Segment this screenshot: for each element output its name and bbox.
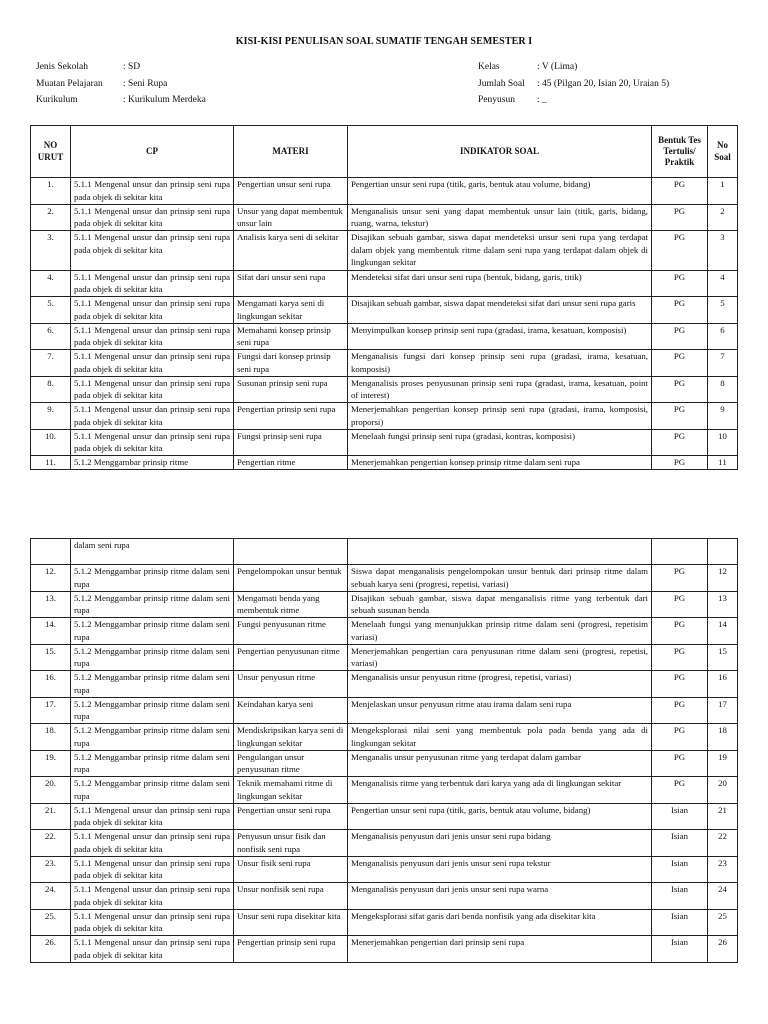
cell-indikator: Menjelaskan unsur penyusun ritme atau irama dalam seni rupa: [348, 697, 652, 724]
cell-no: 25.: [31, 909, 71, 936]
cell-indikator: Menganalisis penyusun dari jenis unsur seni rupa bidang: [348, 830, 652, 857]
cell-materi: Pengertian prinsip seni rupa: [234, 403, 348, 430]
cell-bentuk: Isian: [652, 909, 708, 936]
cell-no: 16.: [31, 671, 71, 698]
meta-curriculum: [36, 92, 206, 109]
table-row: [31, 750, 738, 777]
cell-no: 21.: [31, 803, 71, 830]
cell-indikator: Disajikan sebuah gambar, siswa dapat mendeteksi sifat dari unsur seni rupa garis: [348, 297, 652, 324]
cell-soal: 8: [708, 376, 738, 403]
header-materi: MATERI: [234, 126, 348, 178]
header-bentuk: Bentuk Tes Tertulis/ Praktik: [652, 126, 708, 178]
cell-bentuk: PG: [652, 429, 708, 456]
cell-no: 2.: [31, 204, 71, 231]
cell-materi: Pengulangan unsur penyusunan ritme: [234, 750, 348, 777]
table-row: [31, 323, 738, 350]
cell-soal: 9: [708, 403, 738, 430]
cell-cp: 5.1.1 Mengenal unsur dan prinsip seni rupa pada objek di sekitar kita: [71, 830, 234, 857]
cell-cp: 5.1.1 Mengenal unsur dan prinsip seni rupa pada objek di sekitar kita: [71, 178, 234, 205]
cell-bentuk: PG: [652, 456, 708, 470]
cell-bentuk: PG: [652, 178, 708, 205]
meta-label: Muatan Pelajaran: [36, 78, 103, 89]
cell-no: 22.: [31, 830, 71, 857]
cell-bentuk: PG: [652, 591, 708, 618]
cell-indikator: Disajikan sebuah gambar, siswa dapat menganalisis ritme yang terbentuk dari sebuah susunan benda: [348, 591, 652, 618]
cell-materi: Teknik memahami ritme di lingkungan sekitar: [234, 777, 348, 804]
cell-soal: 26: [708, 936, 738, 963]
cell-materi: Pengertian unsur seni rupa: [234, 803, 348, 830]
cell-cp: 5.1.1 Mengenal unsur dan prinsip seni rupa pada objek di sekitar kita: [71, 856, 234, 883]
cell-cp: 5.1.1 Mengenal unsur dan prinsip seni rupa pada objek di sekitar kita: [71, 883, 234, 910]
cell-bentuk: PG: [652, 618, 708, 645]
table-row: [31, 591, 738, 618]
cell-materi: Pengertian penyusunan ritme: [234, 644, 348, 671]
meta-question-count: [478, 76, 669, 93]
cell-materi: Pengelompokan unsur bentuk: [234, 565, 348, 592]
cell-no: 26.: [31, 936, 71, 963]
cell-bentuk: PG: [652, 231, 708, 271]
cell-soal: 16: [708, 671, 738, 698]
cell-materi: Sifat dari unsur seni rupa: [234, 270, 348, 297]
table-body-page-1: [31, 178, 738, 470]
cell-materi: Fungsi dari konsep prinsip seni rupa: [234, 350, 348, 377]
cell-indikator: Menganalisis ritme yang terbentuk dari karya yang ada di lingkungan sekitar: [348, 777, 652, 804]
cell-materi: Mendiskripsikan karya seni di lingkungan sekitar: [234, 724, 348, 751]
cell-materi: Pengertian prinsip seni rupa: [234, 936, 348, 963]
cell-materi: Memahami konsep prinsip seni rupa: [234, 323, 348, 350]
cell-soal: 25: [708, 909, 738, 936]
meta-label: Penyusun: [478, 95, 515, 105]
cell-cp: 5.1.1 Mengenal unsur dan prinsip seni rupa pada objek di sekitar kita: [71, 909, 234, 936]
cell-materi: Pengertian unsur seni rupa: [234, 178, 348, 205]
table-row: [31, 618, 738, 645]
header-no: NO URUT: [31, 126, 71, 178]
cell-cp: 5.1.1 Mengenal unsur dan prinsip seni rupa pada objek di sekitar kita: [71, 270, 234, 297]
meta-class: [478, 59, 669, 76]
table-row: [31, 671, 738, 698]
cell-no: 24.: [31, 883, 71, 910]
cell-bentuk: Isian: [652, 936, 708, 963]
cell-bentuk: PG: [652, 350, 708, 377]
cell-indikator: Menelaah fungsi prinsip seni rupa (gradasi, kontras, komposisi): [348, 429, 652, 456]
cell-materi: Unsur nonfisik seni rupa: [234, 883, 348, 910]
cell-no: 7.: [31, 350, 71, 377]
cell-indikator: Menerjemahkan pengertian dari prinsip seni rupa: [348, 936, 652, 963]
meta-left-block: [36, 59, 206, 109]
cell-indikator: Pengertian unsur seni rupa (titik, garis, bentuk atau volume, bidang): [348, 178, 652, 205]
cell-soal: 23: [708, 856, 738, 883]
cell-soal: 21: [708, 803, 738, 830]
cell-materi: Mengamati karya seni di lingkungan sekitar: [234, 297, 348, 324]
cell-bentuk: PG: [652, 697, 708, 724]
cell-cp: 5.1.2 Menggambar prinsip ritme dalam seni rupa: [71, 724, 234, 751]
cell-cp: 5.1.1 Mengenal unsur dan prinsip seni rupa pada objek di sekitar kita: [71, 936, 234, 963]
cell-soal: 19: [708, 750, 738, 777]
cell-cp: dalam seni rupa: [71, 539, 234, 565]
cell-no: 5.: [31, 297, 71, 324]
cell-indikator: Menganalisis unsur seni yang dapat membentuk unsur lain (titik, garis, bidang, ruang, warna, tekstur): [348, 204, 652, 231]
cell-soal: 1: [708, 178, 738, 205]
cell-bentuk: PG: [652, 671, 708, 698]
cell-no: 12.: [31, 565, 71, 592]
cell-no: 1.: [31, 178, 71, 205]
cell-soal: 5: [708, 297, 738, 324]
cell-bentuk: PG: [652, 724, 708, 751]
cell-bentuk: PG: [652, 376, 708, 403]
meta-value: : 45 (Pilgan 20, Isian 20, Uraian 5): [537, 78, 670, 89]
cell-soal: 13: [708, 591, 738, 618]
cell-cp: 5.1.2 Menggambar prinsip ritme dalam seni rupa: [71, 618, 234, 645]
cell-materi: Fungsi penyusunan ritme: [234, 618, 348, 645]
table-row: [31, 777, 738, 804]
continuation-row: [31, 539, 738, 565]
cell-cp: 5.1.2 Menggambar prinsip ritme dalam seni rupa: [71, 644, 234, 671]
cell-materi: Pengertian ritme: [234, 456, 348, 470]
cell-cp: 5.1.1 Mengenal unsur dan prinsip seni rupa pada objek di sekitar kita: [71, 429, 234, 456]
header-cp: CP: [71, 126, 234, 178]
cell-bentuk: Isian: [652, 830, 708, 857]
cell-bentuk: [652, 539, 708, 565]
table-row: [31, 936, 738, 963]
cell-no: 4.: [31, 270, 71, 297]
cell-no: 20.: [31, 777, 71, 804]
meta-value: : SD: [123, 62, 141, 72]
cell-soal: 2: [708, 204, 738, 231]
cell-no: 3.: [31, 231, 71, 271]
grid-table-page-1: [30, 125, 738, 470]
cell-cp: 5.1.1 Mengenal unsur dan prinsip seni rupa pada objek di sekitar kita: [71, 376, 234, 403]
header-no-soal: No Soal: [708, 126, 738, 178]
table-header-row: [31, 126, 738, 178]
table-row: [31, 724, 738, 751]
cell-no: 6.: [31, 323, 71, 350]
table-row: [31, 644, 738, 671]
cell-no: 11.: [31, 456, 71, 470]
cell-indikator: Menganalisis proses penyusunan prinsip seni rupa (gradasi, irama, kesatuan, point of interest): [348, 376, 652, 403]
table-row: [31, 270, 738, 297]
table-row: [31, 856, 738, 883]
cell-indikator: Menerjemahkan pengertian konsep prinsip seni rupa (gradasi, irama, komposisi, proporsi): [348, 403, 652, 430]
cell-bentuk: PG: [652, 323, 708, 350]
cell-materi: Mengamati benda yang membentuk ritme: [234, 591, 348, 618]
cell-cp: 5.1.2 Menggambar prinsip ritme: [71, 456, 234, 470]
cell-indikator: Menganalisis penyusun dari jenis unsur seni rupa warna: [348, 883, 652, 910]
cell-indikator: Menerjemahkan pengertian konsep prinsip ritme dalam seni rupa: [348, 456, 652, 470]
cell-no: 9.: [31, 403, 71, 430]
table-row: [31, 803, 738, 830]
cell-indikator: Siswa dapat menganalisis pengelompokan unsur bentuk dari prinsip ritme dalam sebuah karya seni (progresi, repetisi, variasi): [348, 565, 652, 592]
cell-indikator: Menganalisis penyusun dari jenis unsur seni rupa tekstur: [348, 856, 652, 883]
cell-bentuk: PG: [652, 204, 708, 231]
cell-no: 23.: [31, 856, 71, 883]
cell-soal: 4: [708, 270, 738, 297]
table-row: [31, 376, 738, 403]
cell-cp: 5.1.2 Menggambar prinsip ritme dalam seni rupa: [71, 591, 234, 618]
table-row: [31, 697, 738, 724]
cell-soal: 15: [708, 644, 738, 671]
meta-subject: [36, 76, 206, 93]
cell-no: 19.: [31, 750, 71, 777]
cell-soal: 3: [708, 231, 738, 271]
cell-cp: 5.1.1 Mengenal unsur dan prinsip seni rupa pada objek di sekitar kita: [71, 403, 234, 430]
cell-cp: 5.1.2 Menggambar prinsip ritme dalam seni rupa: [71, 777, 234, 804]
table-body-page-2: [31, 539, 738, 963]
cell-cp: 5.1.1 Mengenal unsur dan prinsip seni rupa pada objek di sekitar kita: [71, 297, 234, 324]
meta-value: : Kurikulum Merdeka: [123, 95, 206, 105]
cell-cp: 5.1.1 Mengenal unsur dan prinsip seni rupa pada objek di sekitar kita: [71, 204, 234, 231]
cell-indikator: Menelaah fungsi yang menunjukkan prinsip ritme dalam seni (progresi, repetisim variasi): [348, 618, 652, 645]
cell-no: 13.: [31, 591, 71, 618]
cell-cp: 5.1.1 Mengenal unsur dan prinsip seni rupa pada objek di sekitar kita: [71, 231, 234, 271]
cell-cp: 5.1.2 Menggambar prinsip ritme dalam seni rupa: [71, 565, 234, 592]
cell-soal: 22: [708, 830, 738, 857]
cell-soal: 12: [708, 565, 738, 592]
meta-right-block: [478, 59, 669, 109]
table-row: [31, 565, 738, 592]
cell-soal: 6: [708, 323, 738, 350]
cell-bentuk: Isian: [652, 856, 708, 883]
cell-indikator: Menganalisis fungsi dari konsep prinsip seni rupa (gradasi, irama, kesatuan, komposisi): [348, 350, 652, 377]
cell-bentuk: PG: [652, 777, 708, 804]
cell-bentuk: PG: [652, 403, 708, 430]
table-row: [31, 883, 738, 910]
cell-cp: 5.1.1 Mengenal unsur dan prinsip seni rupa pada objek di sekitar kita: [71, 350, 234, 377]
cell-materi: Keindahan karya seni: [234, 697, 348, 724]
cell-soal: [708, 539, 738, 565]
cell-materi: Penyusun unsur fisik dan nonfisik seni rupa: [234, 830, 348, 857]
meta-author: [478, 92, 669, 109]
meta-label: Kurikulum: [36, 95, 78, 105]
cell-indikator: Mengeksplorasi nilai seni yang membentuk pola pada benda yang ada di lingkungan sekitar: [348, 724, 652, 751]
cell-bentuk: PG: [652, 750, 708, 777]
cell-bentuk: PG: [652, 297, 708, 324]
table-row: [31, 231, 738, 271]
meta-value: : V (Lima): [537, 62, 578, 72]
cell-no: 14.: [31, 618, 71, 645]
cell-materi: Unsur fisik seni rupa: [234, 856, 348, 883]
cell-soal: 7: [708, 350, 738, 377]
table-row: [31, 297, 738, 324]
cell-soal: 20: [708, 777, 738, 804]
cell-materi: Unsur seni rupa disekitar kita: [234, 909, 348, 936]
cell-soal: 10: [708, 429, 738, 456]
document-title: KISI-KISI PENULISAN SOAL SUMATIF TENGAH SEMESTER I: [235, 36, 533, 47]
cell-materi: Fungsi prinsip seni rupa: [234, 429, 348, 456]
cell-indikator: Disajikan sebuah gambar, siswa dapat mendeteksi unsur seni rupa yang terdapat dalam objek yang membentuk ritme dalam seni rupa yang terdapat dalam objek di lingkungan sekitar: [348, 231, 652, 271]
cell-indikator: Mengeksplorasi sifat garis dari benda nonfisik yang ada disekitar kita: [348, 909, 652, 936]
cell-bentuk: PG: [652, 565, 708, 592]
table-row: [31, 178, 738, 205]
meta-value: : _: [537, 95, 547, 105]
meta-school-type: [36, 59, 206, 76]
meta-label: Jumlah Soal: [478, 78, 525, 89]
table-row: [31, 204, 738, 231]
table-row: [31, 403, 738, 430]
cell-materi: Analisis karya seni di sekitar: [234, 231, 348, 271]
cell-cp: 5.1.2 Menggambar prinsip ritme dalam seni rupa: [71, 697, 234, 724]
cell-cp: 5.1.2 Menggambar prinsip ritme dalam seni rupa: [71, 671, 234, 698]
meta-label: Jenis Sekolah: [36, 62, 88, 72]
meta-value: : Seni Rupa: [123, 78, 168, 89]
cell-no: 10.: [31, 429, 71, 456]
cell-soal: 24: [708, 883, 738, 910]
table-row: [31, 350, 738, 377]
table-row: [31, 456, 738, 470]
cell-indikator: Menganalis unsur penyusunan ritme yang terdapat dalam gambar: [348, 750, 652, 777]
cell-no: 15.: [31, 644, 71, 671]
cell-no: [31, 539, 71, 565]
header-indikator: INDIKATOR SOAL: [348, 126, 652, 178]
cell-soal: 14: [708, 618, 738, 645]
cell-indikator: Menganalisis unsur penyusun ritme (progresi, repetisi, variasi): [348, 671, 652, 698]
cell-bentuk: PG: [652, 644, 708, 671]
cell-cp: 5.1.2 Menggambar prinsip ritme dalam seni rupa: [71, 750, 234, 777]
cell-indikator: Menerjemahkan pengertian cara penyusunan ritme dalam seni (progresi, repetisi, variasi): [348, 644, 652, 671]
table-row: [31, 909, 738, 936]
meta-label: Kelas: [478, 62, 500, 72]
cell-materi: Unsur yang dapat membentuk unsur lain: [234, 204, 348, 231]
cell-indikator: Pengertian unsur seni rupa (titik, garis, bentuk atau volume, bidang): [348, 803, 652, 830]
cell-no: 8.: [31, 376, 71, 403]
cell-bentuk: Isian: [652, 803, 708, 830]
cell-soal: 11: [708, 456, 738, 470]
grid-table-page-2: [30, 538, 738, 963]
table-row: [31, 429, 738, 456]
cell-indikator: Mendeteksi sifat dari unsur seni rupa (bentuk, bidang, garis, titik): [348, 270, 652, 297]
cell-indikator: [348, 539, 652, 565]
cell-indikator: Menyimpulkan konsep prinsip seni rupa (gradasi, irama, kesatuan, komposisi): [348, 323, 652, 350]
cell-soal: 17: [708, 697, 738, 724]
cell-bentuk: Isian: [652, 883, 708, 910]
cell-no: 17.: [31, 697, 71, 724]
cell-soal: 18: [708, 724, 738, 751]
cell-no: 18.: [31, 724, 71, 751]
cell-materi: Unsur penyusun ritme: [234, 671, 348, 698]
cell-materi: Susunan prinsip seni rupa: [234, 376, 348, 403]
cell-cp: 5.1.1 Mengenal unsur dan prinsip seni rupa pada objek di sekitar kita: [71, 803, 234, 830]
table-row: [31, 830, 738, 857]
cell-cp: 5.1.1 Mengenal unsur dan prinsip seni rupa pada objek di sekitar kita: [71, 323, 234, 350]
cell-materi: [234, 539, 348, 565]
cell-bentuk: PG: [652, 270, 708, 297]
